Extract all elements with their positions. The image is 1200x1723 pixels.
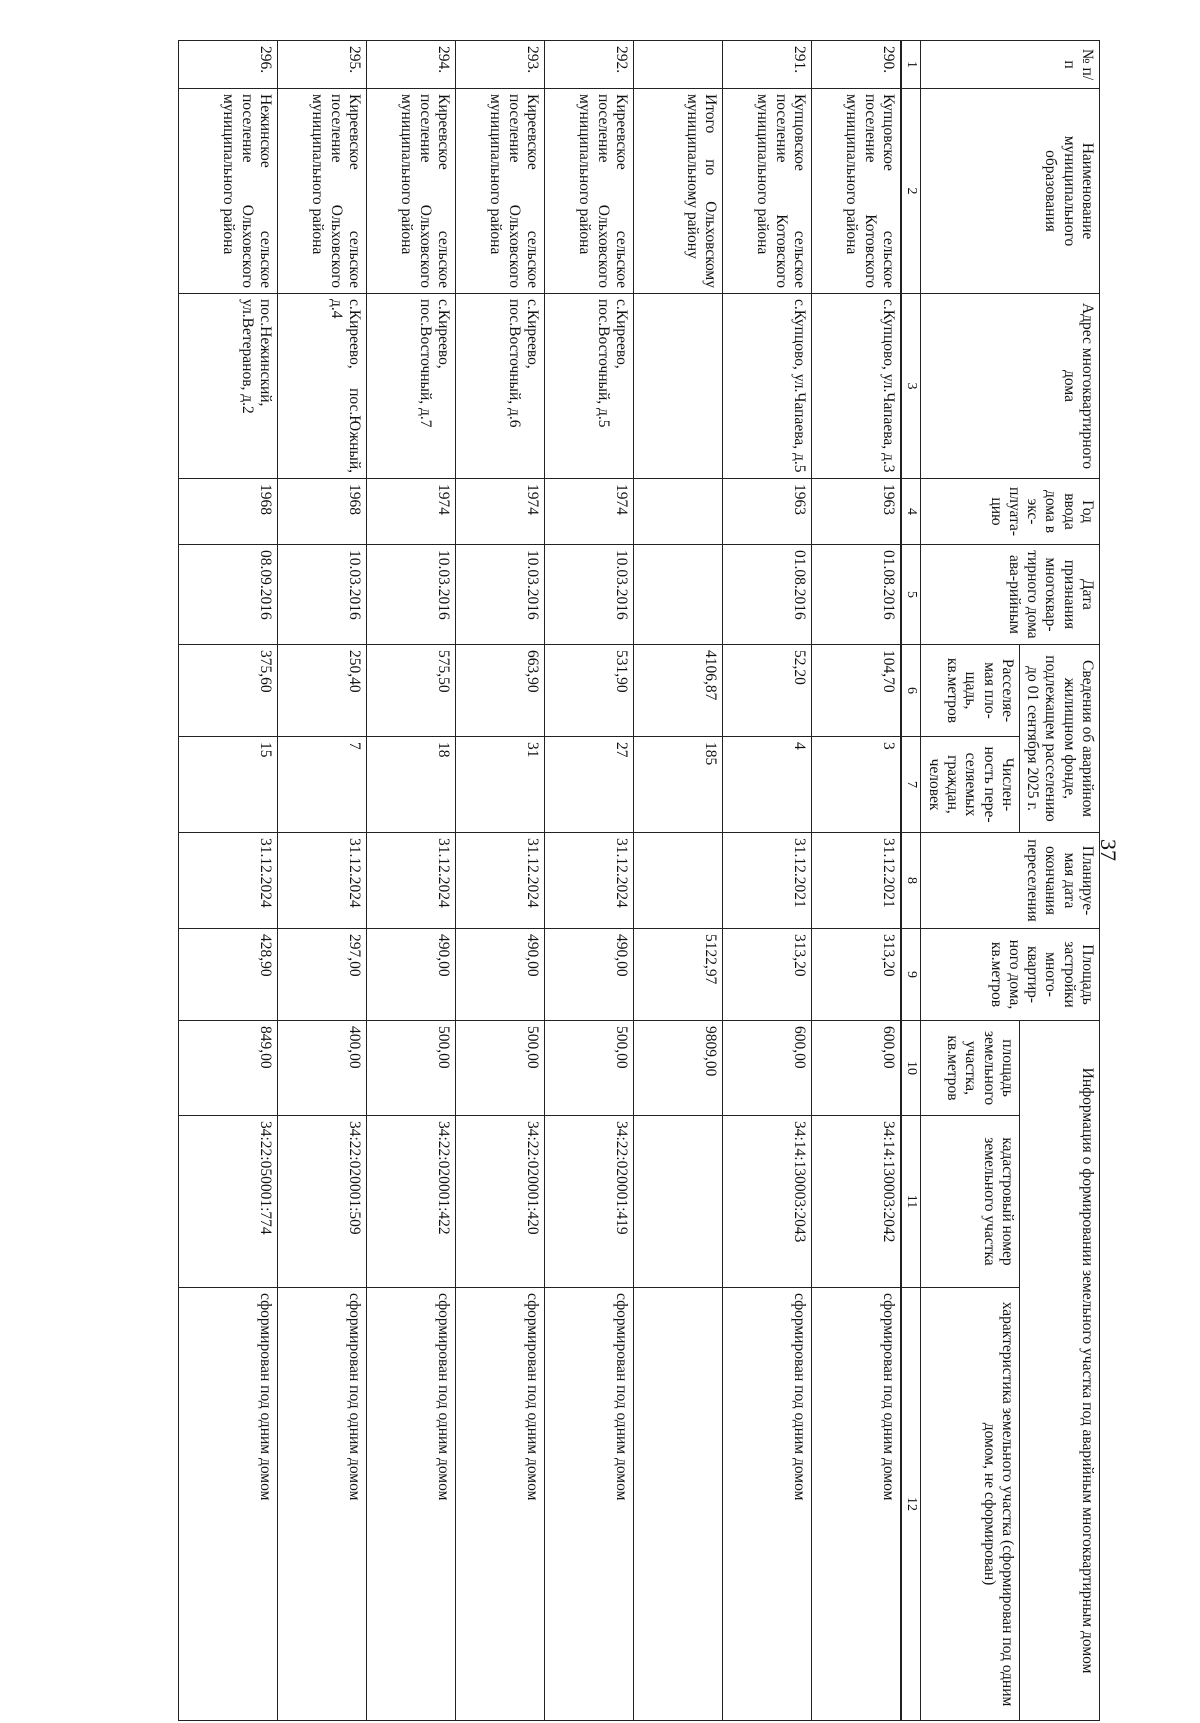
land-area: 600,00	[722, 1021, 811, 1116]
land-characteristic: сформирован под одним домом	[178, 1288, 277, 1721]
cadastral-number: 34:22:020001:509	[277, 1116, 366, 1288]
planned-date: 31.12.2024	[455, 833, 544, 929]
building-area: 313,20	[722, 929, 811, 1021]
municipality-name: Купцовское сельское поселение Котовского муниципального района	[811, 89, 901, 294]
resettled-people: 31	[455, 737, 544, 833]
emergency-date: 10.03.2016	[277, 545, 366, 645]
land-area: 400,00	[277, 1021, 366, 1116]
land-area: 500,00	[544, 1021, 633, 1116]
header-commission-year: Год ввода дома в экс-плуата-цию	[921, 479, 1100, 545]
cadastral-number: 34:14:130003:2043	[722, 1116, 811, 1288]
resettled-people: 7	[277, 737, 366, 833]
header-emergency-fund-group: Сведения об аварийном жилищном фонде, подлежащем расселению до 01 сентября 2025 г.	[1019, 645, 1099, 833]
column-number: 12	[901, 1288, 921, 1721]
header-resettled-area: Расселяе-мая пло-щадь, кв.метров	[921, 645, 1019, 737]
emergency-date: 10.03.2016	[544, 545, 633, 645]
commission-year: 1974	[455, 479, 544, 545]
table-row	[811, 41, 901, 1721]
total-resettled-area: 4106,87	[633, 645, 722, 737]
resettled-area: 52,20	[722, 645, 811, 737]
column-number: 8	[901, 833, 921, 929]
house-address	[633, 294, 722, 479]
header-number: № п/п	[921, 41, 1100, 89]
header-land-area: площадь земельного участка, кв.метров	[921, 1021, 1019, 1116]
rotated-table-container	[160, 40, 1100, 1707]
row-number: 292.	[544, 41, 633, 89]
row-number: 295.	[277, 41, 366, 89]
header-resettled-people: Числен-ность пере-селяемых граждан, человек	[921, 737, 1019, 833]
planned-date: 31.12.2021	[811, 833, 901, 929]
resettled-area: 663,90	[455, 645, 544, 737]
table-row	[722, 41, 811, 1721]
emergency-date: 10.03.2016	[366, 545, 455, 645]
column-number: 6	[901, 645, 921, 737]
house-address: с.Киреево, пос.Восточный, д.7	[366, 294, 455, 479]
land-characteristic: сформирован под одним домом	[277, 1288, 366, 1721]
header-municipality: Наименование муниципального образования	[921, 89, 1100, 294]
municipality-name: Купцовское сельское поселение Котовского муниципального района	[722, 89, 811, 294]
table-row	[544, 41, 633, 1721]
municipality-name: Киреевское сельское поселение Ольховского муниципального района	[277, 89, 366, 294]
emergency-date: 08.09.2016	[178, 545, 277, 645]
planned-date: 31.12.2021	[722, 833, 811, 929]
cadastral-number: 34:22:020001:420	[455, 1116, 544, 1288]
emergency-date: 10.03.2016	[455, 545, 544, 645]
building-area: 490,00	[544, 929, 633, 1021]
table-row	[455, 41, 544, 1721]
row-number: 296.	[178, 41, 277, 89]
land-area: 500,00	[455, 1021, 544, 1116]
planned-date: 31.12.2024	[366, 833, 455, 929]
municipality-name: Нежинское сельское поселение Ольховского муниципального района	[178, 89, 277, 294]
column-number: 10	[901, 1021, 921, 1116]
cadastral-number: 34:14:130003:2042	[811, 1116, 901, 1288]
emergency-housing-table	[178, 40, 1100, 1721]
building-area: 490,00	[366, 929, 455, 1021]
land-area: 500,00	[366, 1021, 455, 1116]
commission-year: 1963	[722, 479, 811, 545]
total-land-area: 9809,00	[633, 1021, 722, 1116]
emergency-date: 01.08.2016	[722, 545, 811, 645]
building-area: 313,20	[811, 929, 901, 1021]
column-number: 5	[901, 545, 921, 645]
planned-date: 31.12.2024	[277, 833, 366, 929]
table-row-total	[633, 41, 722, 1721]
row-number	[633, 41, 722, 89]
resettled-area: 531,90	[544, 645, 633, 737]
resettled-area: 375,60	[178, 645, 277, 737]
commission-year: 1968	[277, 479, 366, 545]
commission-year: 1968	[178, 479, 277, 545]
table-row	[366, 41, 455, 1721]
building-area: 428,90	[178, 929, 277, 1021]
column-number: 3	[901, 294, 921, 479]
column-number: 9	[901, 929, 921, 1021]
resettled-area: 104,70	[811, 645, 901, 737]
house-address: пос.Нежинский, ул.Ветеранов, д.2	[178, 294, 277, 479]
planned-date: 31.12.2024	[178, 833, 277, 929]
land-characteristic: сформирован под одним домом	[455, 1288, 544, 1721]
house-address: с.Купцово, ул.Чапаева, д.5	[722, 294, 811, 479]
column-number: 1	[901, 41, 921, 89]
resettled-people: 4	[722, 737, 811, 833]
row-number: 290.	[811, 41, 901, 89]
resettled-people: 18	[366, 737, 455, 833]
planned-date: 31.12.2024	[544, 833, 633, 929]
land-characteristic: сформирован под одним домом	[811, 1288, 901, 1721]
total-building-area: 5122,97	[633, 929, 722, 1021]
house-address: с.Киреево, пос.Южный, д.4	[277, 294, 366, 479]
municipality-name: Киреевское сельское поселение Ольховского муниципального района	[455, 89, 544, 294]
row-number: 291.	[722, 41, 811, 89]
cadastral-number: 34:22:050001:774	[178, 1116, 277, 1288]
house-address: с.Купцово, ул.Чапаева, д.3	[811, 294, 901, 479]
commission-year	[633, 479, 722, 545]
commission-year: 1974	[544, 479, 633, 545]
column-number: 7	[901, 737, 921, 833]
column-number: 2	[901, 89, 921, 294]
commission-year: 1974	[366, 479, 455, 545]
header-cadastral-number: кадастровый номер земельного участка	[921, 1116, 1019, 1288]
municipality-name: Киреевское сельское поселение Ольховского муниципального района	[366, 89, 455, 294]
row-number: 293.	[455, 41, 544, 89]
land-characteristic: сформирован под одним домом	[544, 1288, 633, 1721]
table-row	[277, 41, 366, 1721]
resettled-people: 15	[178, 737, 277, 833]
cadastral-number: 34:22:020001:422	[366, 1116, 455, 1288]
land-area: 849,00	[178, 1021, 277, 1116]
row-number: 294.	[366, 41, 455, 89]
resettled-people: 27	[544, 737, 633, 833]
total-resettled-people: 185	[633, 737, 722, 833]
header-emergency-date: Дата признания многоквар-тирного дома ава-рийным	[921, 545, 1100, 645]
emergency-date	[633, 545, 722, 645]
building-area: 297,00	[277, 929, 366, 1021]
house-address: с.Киреево, пос.Восточный, д.5	[544, 294, 633, 479]
column-number: 4	[901, 479, 921, 545]
cadastral-number	[633, 1116, 722, 1288]
resettled-area: 575,50	[366, 645, 455, 737]
building-area: 490,00	[455, 929, 544, 1021]
land-characteristic: сформирован под одним домом	[722, 1288, 811, 1721]
header-building-area: Площадь застройки много-квартир-ного дома, кв.метров	[921, 929, 1100, 1021]
land-characteristic: сформирован под одним домом	[366, 1288, 455, 1721]
emergency-date: 01.08.2016	[811, 545, 901, 645]
column-number: 11	[901, 1116, 921, 1288]
planned-date	[633, 833, 722, 929]
land-area: 600,00	[811, 1021, 901, 1116]
page-number: 37	[1096, 839, 1121, 861]
header-planned-date: Планируе-мая дата окончания переселения	[921, 833, 1100, 929]
header-land-plot-group: Информация о формировании земельного участка под аварийным многоквартирным домом	[1019, 1021, 1099, 1721]
commission-year: 1963	[811, 479, 901, 545]
house-address: с.Киреево, пос.Восточный, д.6	[455, 294, 544, 479]
header-land-characteristic: характеристика земельного участка (сформирован под одним домом, не сформирован)	[921, 1288, 1019, 1721]
municipality-name: Киреевское сельское поселение Ольховского муниципального района	[544, 89, 633, 294]
header-address: Адрес многоквартирного дома	[921, 294, 1100, 479]
resettled-area: 250,40	[277, 645, 366, 737]
table-row	[178, 41, 277, 1721]
land-characteristic	[633, 1288, 722, 1721]
total-label: Итого по Ольховскому муниципальному району	[633, 89, 722, 294]
cadastral-number: 34:22:020001:419	[544, 1116, 633, 1288]
resettled-people: 3	[811, 737, 901, 833]
